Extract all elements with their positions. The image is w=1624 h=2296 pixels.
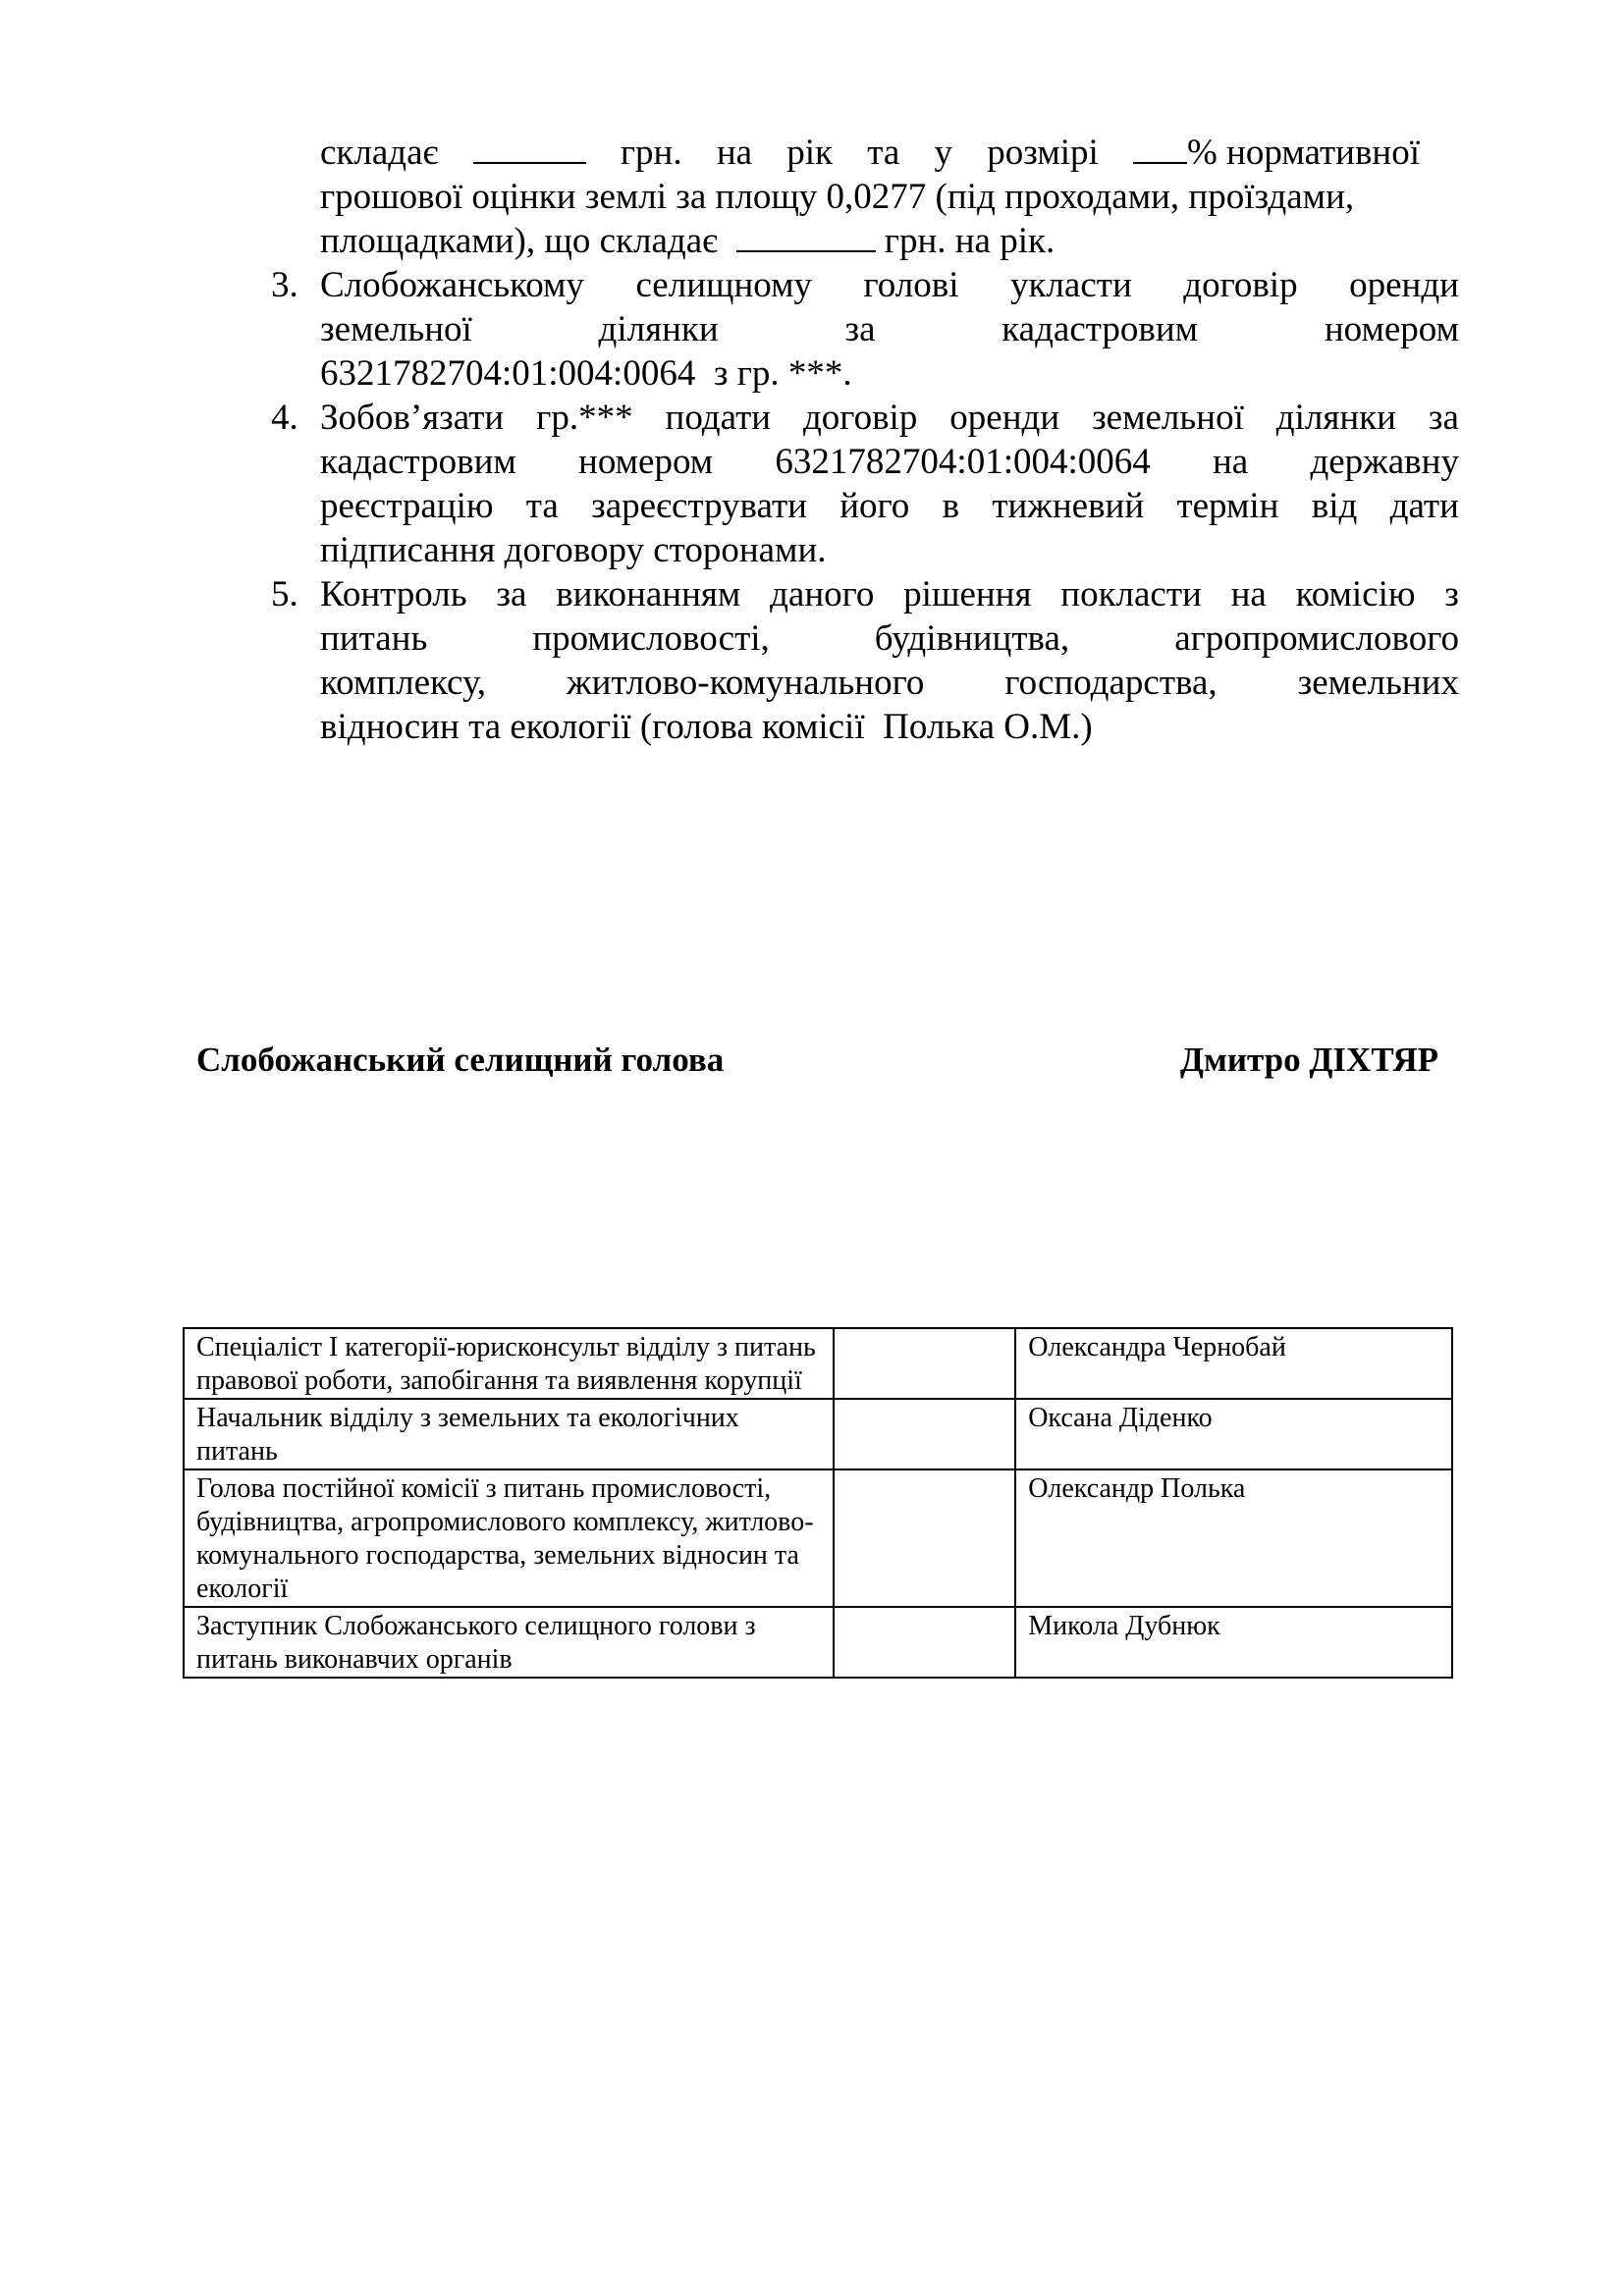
text-line-content: підписання договору сторонами. (320, 530, 827, 570)
justified-line (320, 661, 1459, 705)
word: договір (802, 398, 918, 438)
approval-table (183, 1327, 1453, 1679)
word: з (1444, 574, 1459, 614)
word: ділянки (598, 309, 719, 349)
word: номером (578, 442, 714, 482)
word: кадастровим (320, 442, 516, 482)
word: кадастровим (1001, 309, 1199, 349)
text-fragment: грн. на рік. (884, 221, 1056, 261)
text-fragment: складає (320, 133, 439, 173)
justified-line (320, 440, 1459, 484)
word: комплексу, (320, 663, 487, 703)
justified-line (320, 484, 1459, 528)
word: від (1311, 486, 1358, 526)
word: зареєструвати (591, 486, 807, 526)
table-row (184, 1399, 1452, 1469)
word: тижневий (992, 486, 1145, 526)
text-line-content: 6321782704:01:004:0064 з гр. ***. (320, 353, 852, 394)
text-line (320, 528, 1459, 572)
text-fragment: грн. (620, 133, 682, 173)
word: промисловості, (532, 618, 770, 659)
approver-name: Олександр Полька (1015, 1469, 1452, 1607)
text-line: грошової оцінки землі за площу 0,0277 (під проходами, проїздами, (320, 177, 1355, 217)
list-item-number: 4. (271, 398, 298, 438)
justified-line (320, 263, 1459, 307)
item-2-line-1 (320, 131, 1420, 175)
word: агропромислового (1174, 618, 1459, 659)
word: даного (770, 574, 875, 614)
word: в (942, 486, 960, 526)
word: селищному (635, 265, 812, 305)
item-2-continuation (320, 131, 1420, 263)
word: на (1212, 442, 1249, 482)
table-row (184, 1469, 1452, 1607)
word: за (844, 309, 876, 349)
word: земельної (320, 309, 472, 349)
table-row (184, 1607, 1452, 1678)
signature-block (196, 1041, 1438, 1080)
word: покласти (1060, 574, 1202, 614)
approver-position: Начальник відділу з земельних та екологічних питань (184, 1399, 834, 1469)
list-item-number: 5. (271, 574, 298, 614)
list-item-body (320, 396, 1459, 572)
word: оренди (949, 398, 1060, 438)
list-item-body (320, 572, 1459, 749)
word: земельних (1297, 663, 1459, 703)
justified-line (320, 307, 1459, 351)
text-fragment: та (867, 133, 900, 173)
approver-name: Олександра Чернобай (1015, 1328, 1452, 1399)
approver-name: Микола Дубнюк (1015, 1607, 1452, 1678)
text-fragment: % нормативної (1187, 133, 1420, 173)
signature-cell (834, 1469, 1015, 1607)
word: номером (1324, 309, 1459, 349)
signatory-name: Дмитро ДІХТЯР (1179, 1041, 1438, 1079)
percent-group (1133, 131, 1420, 175)
blank-amount-field (736, 219, 876, 252)
word: Зобов’язати (320, 398, 505, 438)
approver-position: Заступник Слобожанського селищного голови з питань виконавчих органів (184, 1607, 834, 1678)
word: комісію (1295, 574, 1416, 614)
list-item-number: 3. (271, 265, 298, 305)
signature-cell (834, 1607, 1015, 1678)
list-item-3 (271, 263, 1459, 396)
text-fragment: на (716, 133, 753, 173)
text-fragment: рік (786, 133, 834, 173)
word: на (1230, 574, 1267, 614)
table-row (184, 1328, 1452, 1399)
word: земельної (1092, 398, 1244, 438)
word: за (496, 574, 527, 614)
text-fragment: розмірі (987, 133, 1099, 173)
text-fragment: у (934, 133, 953, 173)
text-fragment: площадками), що складає (320, 221, 719, 261)
blank-percent-field (1133, 131, 1187, 164)
word: дати (1389, 486, 1459, 526)
word: гр.*** (536, 398, 633, 438)
text-line-content: відносин та екології (голова комісії Полька О.М.) (320, 707, 1093, 747)
text-line (320, 351, 1459, 396)
word: Контроль (320, 574, 467, 614)
signature-cell (834, 1399, 1015, 1469)
word: ділянки (1275, 398, 1396, 438)
word: реєстрацію (320, 486, 494, 526)
justified-line (320, 396, 1459, 440)
word: питань (320, 618, 428, 659)
word: будівництва, (874, 618, 1070, 659)
word: господарства, (1004, 663, 1218, 703)
word: договір (1183, 265, 1298, 305)
word: за (1428, 398, 1459, 438)
approver-position: Спеціаліст І категорії-юрисконсульт відділу з питань правової роботи, запобігання та виявлення корупції (184, 1328, 834, 1399)
item-2-line-2 (320, 175, 1420, 219)
word: його (839, 486, 910, 526)
word: подати (665, 398, 772, 438)
word: та (525, 486, 559, 526)
word: 6321782704:01:004:0064 (775, 442, 1151, 482)
item-2-line-3 (320, 219, 1420, 263)
blank-amount-field (473, 131, 586, 164)
list-item-4 (271, 396, 1459, 572)
list-item-5 (271, 572, 1459, 749)
word: голові (863, 265, 959, 305)
word: виконанням (556, 574, 741, 614)
signature-cell (834, 1328, 1015, 1399)
list-item-body (320, 263, 1459, 396)
text-line (320, 705, 1459, 749)
word: термін (1176, 486, 1279, 526)
justified-line (320, 616, 1459, 661)
decision-body (271, 131, 1459, 749)
word: оренди (1349, 265, 1459, 305)
word: укласти (1009, 265, 1132, 305)
word: рішення (903, 574, 1032, 614)
word: державну (1310, 442, 1459, 482)
approver-name: Оксана Діденко (1015, 1399, 1452, 1469)
word: житлово-комунального (567, 663, 925, 703)
word: Слобожанському (320, 265, 584, 305)
approver-position: Голова постійної комісії з питань промисловості, будівництва, агропромислового комплексу, житлово-комунального господарства, земельних відносин та екології (184, 1469, 834, 1607)
signatory-position: Слобожанський селищний голова (196, 1041, 725, 1079)
justified-line (320, 572, 1459, 616)
